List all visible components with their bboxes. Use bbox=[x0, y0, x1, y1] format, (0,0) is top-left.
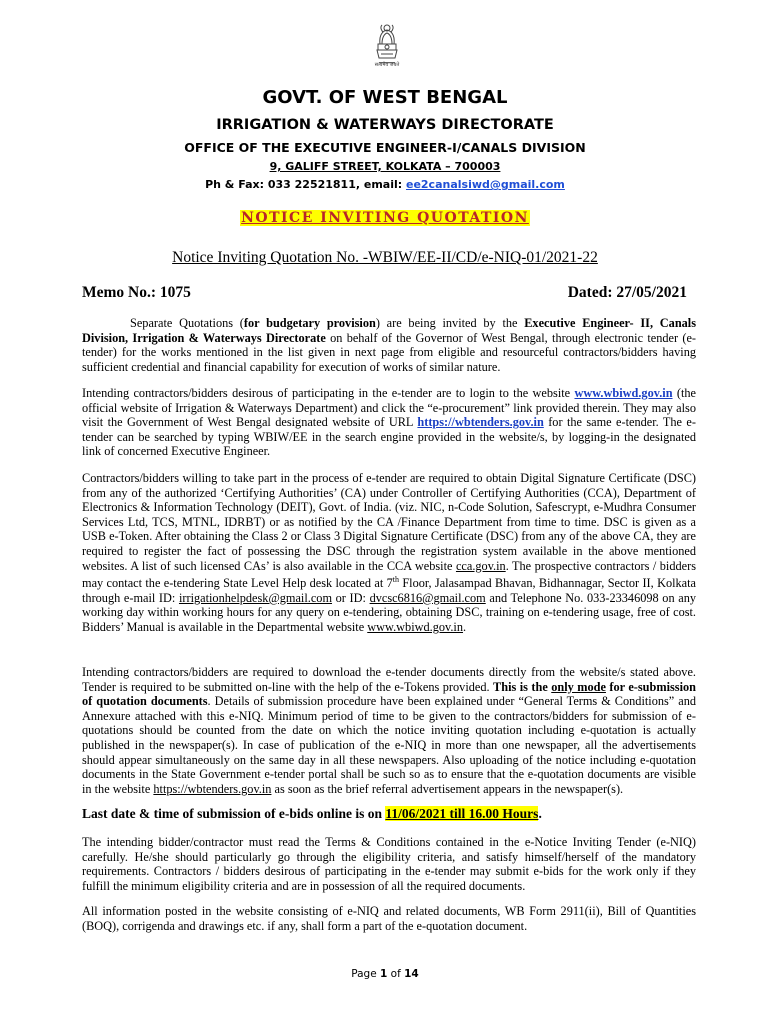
paragraph-website: Intending contractors/bidders desirous of participating in the e-tender are to login to the website www.wbiwd.gov.in (the official website of Irrigation & Waterways Department) and click the “e-procurement” link provided therein. They may also visit the Government of West Bengal designated website of URL https://wbtenders.gov.in for the same e-tender. The e-tender can be searched by typing WBIW/EE in the search engine provided in the website/s, by logging-in the designated link of concerned Executive Engineer. bbox=[82, 386, 696, 459]
cca-link[interactable]: cca.gov.in bbox=[455, 558, 506, 573]
paragraph-download: Intending contractors/bidders are required to download the e-tender documents directly from the website/s stated above. Tender is required to be submitted on-line with the help of the e-Tokens provided. This is the only mode for e-submission of quotation documents. Details of submission procedure have been explained under “General Terms & Conditions” and Annexure attached with this e-NIQ. Minimum period of time to be given to the contractors/bidders for submission of e-quotations should be counted from the date on which the notice inviting quotation including e-quotation is actually published in the newspaper(s). In case of publication of the e-NIQ in more than one newspaper, all the advertisements should appear simultaneously on the same day in all these newspapers. Also uploading of the notice including e-quotation documents in the State Government e-tender portal shall be such so as to ensure that the e-quotation documents are visible in the website https://wbtenders.gov.in as soon as the brief referral advertisement appears in the newspaper(s). bbox=[82, 665, 696, 796]
contact-line bbox=[0, 178, 770, 191]
notice-title bbox=[0, 210, 770, 226]
emblem-motto: सत्यमेव जयते bbox=[374, 62, 400, 68]
email-link[interactable]: ee2canalsiwd@gmail.com bbox=[405, 178, 565, 191]
office-heading: OFFICE OF THE EXECUTIVE ENGINEER-I/CANALS DIVISION bbox=[184, 140, 586, 155]
helpdesk-email[interactable]: irrigationhelpdesk@gmail.com bbox=[178, 590, 333, 605]
govt-heading: GOVT. OF WEST BENGAL bbox=[262, 87, 508, 108]
address-line: 9, GALIFF STREET, KOLKATA – 700003 bbox=[269, 160, 501, 173]
contact-prefix: Ph & Fax: 033 22521811, email: bbox=[205, 178, 406, 191]
last-date-value: 11/06/2021 till 16.00 Hours bbox=[385, 806, 539, 821]
memo-number: Memo No.: 1075 bbox=[82, 284, 191, 301]
paragraph-information: All information posted in the website consisting of e-NIQ and related documents, WB Form 2911(ii), Bill of Quantities (BOQ), corrigenda and drawings etc. if any, shall form a part of the e-quotation document. bbox=[82, 904, 696, 933]
paragraph-terms: The intending bidder/contractor must read the Terms & Conditions contained in the e-Notice Inviting Tender (e-NIQ) carefully. He/she should particularly go through the eligibility criteria, and satisfy himself/herself of the mandatory requirements. Contractors / bidders desirous of participating in the e-tender may submit e-bids for the work only if they fulfill the minimum eligibility criteria and are in possession of all the required documents. bbox=[82, 835, 696, 893]
memo-date: Dated: 27/05/2021 bbox=[567, 284, 687, 301]
last-date-line: Last date & time of submission of e-bids online is on 11/06/2021 till 16.00 Hours. bbox=[82, 806, 542, 821]
page-footer: Page 1 of 14 bbox=[351, 968, 419, 980]
notice-title-text: NOTICE INVITING QUOTATION bbox=[241, 210, 529, 226]
wbiwd-manual-link[interactable]: www.wbiwd.gov.in bbox=[367, 620, 464, 635]
dvcsc-email[interactable]: dvcsc6816@gmail.com bbox=[369, 590, 486, 605]
wbiwd-link[interactable]: www.wbiwd.gov.in bbox=[574, 386, 673, 400]
state-emblem-icon bbox=[371, 22, 403, 78]
wbtenders-url[interactable]: https://wbtenders.gov.in bbox=[153, 781, 272, 796]
niq-number: Notice Inviting Quotation No. -WBIW/EE-II/CD/e-NIQ-01/2021-22 bbox=[172, 249, 598, 266]
paragraph-invitation: Separate Quotations (for budgetary provision) are being invited by the Executive Engineer- II, Canals Division, Irrigation & Waterways Directorate on behalf of the Governor of West Bengal, through electronic tender (e-tender) for the works mentioned in the list given in next page from eligible and resourceful contractors/bidders having sufficient credential and financial capability for execution of works of similar nature. bbox=[82, 316, 697, 374]
paragraph-dsc: Contractors/bidders willing to take part in the process of e-tender are required to obtain Digital Signature Certificate (DSC) from any of the authorized ‘Certifying Authorities’ (CA) under Controller of Certifying Authorities (CCA), Department of Electronics & Information Technology (DEIT), Govt. of India. (viz. NIC, n-Code Solution, Safescrypt, e-Mudhra Consumer Services Ltd, TCS, MTNL, IDRBT) or as notified by the CA /Finance Department from time to time. DSC is given as a USB e-Token. After obtaining the Class 2 or Class 3 Digital Signature Certificate (DSC) from any of the above CA, they are required to register the fact of possessing the DSC through the registration system available in the above mentioned websites. A list of such licensed CAs’ is also available in the CCA website cca.gov.in. The prospective contractors / bidders may contact the e-tendering State Level Help desk located at 7th Floor, Jalasampad Bhavan, Bidhannagar, Sector II, Kolkata through e-mail ID: irrigationhelpdesk@gmail.com or ID: dvcsc6816@gmail.com and Telephone No. 033-23346098 on any working day within working hours for any query on e-tendering, obtaining DSC, training on e-tendering usage, free of cost. Bidders’ Manual is available in the Departmental website www.wbiwd.gov.in. bbox=[82, 471, 696, 635]
wbtenders-link[interactable]: https://wbtenders.gov.in bbox=[417, 415, 544, 430]
directorate-heading: IRRIGATION & WATERWAYS DIRECTORATE bbox=[216, 117, 554, 133]
